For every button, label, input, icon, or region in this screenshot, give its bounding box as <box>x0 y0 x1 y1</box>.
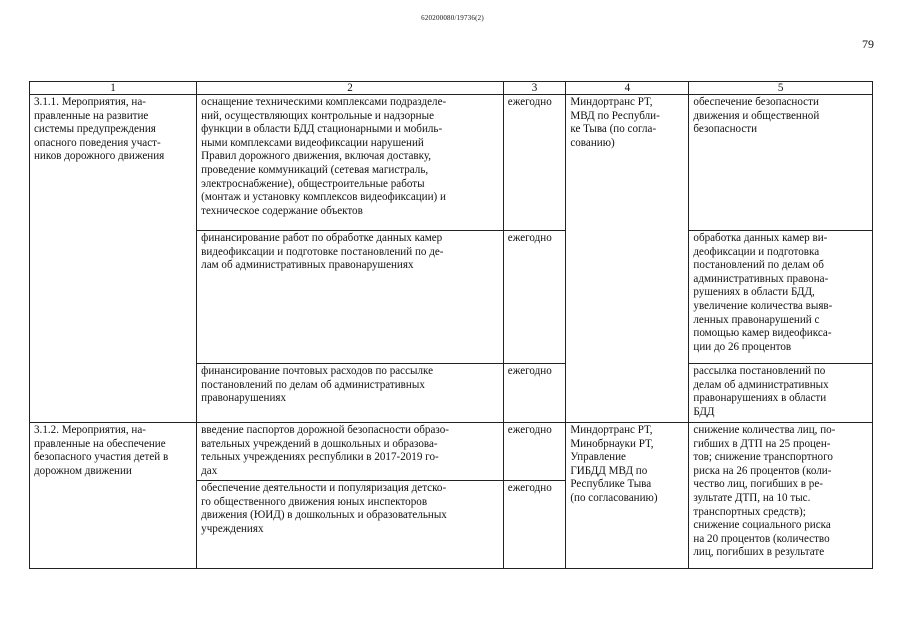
page-number: 79 <box>862 37 874 51</box>
activity-cell: введение паспортов дорожной безопасности образо- вательных учреждений в дошкольных и образова- тельных учреждениях республики в 2017-2019 го- дах <box>197 423 504 481</box>
document-code: 620200080/19736(2) <box>421 14 484 22</box>
column-header-2: 2 <box>197 82 504 95</box>
column-header-5: 5 <box>689 82 873 95</box>
measures-table <box>29 81 873 569</box>
term-cell: ежегодно <box>503 481 566 569</box>
column-header-4: 4 <box>566 82 689 95</box>
result-cell: обработка данных камер ви- деофиксации и подготовка постановлений по делам об административных правона- рушениях в области БДД, увеличение количества выяв- ленных правонарушений с помощью камер видеофикса- ции до 26 процентов <box>689 231 873 364</box>
term-cell: ежегодно <box>503 364 566 423</box>
activity-cell: оснащение техническими комплексами подразделе- ний, осуществляющих контрольные и надзорные функции в области БДД стационарными и мобиль- ными комплексами видеофиксации нарушений Правил дорожного движения, включая доставку, проведение коммуникаций (сетевая магистраль, электроснабжение), общестроительные работы (монтаж и установку комплексов видеофиксации) и техническое содержание объектов <box>197 95 504 231</box>
term-cell: ежегодно <box>503 95 566 231</box>
executor-cell: Миндортранс РТ, Минобрнауки РТ, Управление ГИБДД МВД по Республике Тыва (по согласованию) <box>566 423 689 569</box>
activity-cell: обеспечение деятельности и популяризация детско- го общественного движения юных инспекторов движения (ЮИД) в дошкольных и образовательных учреждениях <box>197 481 504 569</box>
section-title-3-1-2: 3.1.2. Мероприятия, на- правленные на обеспечение безопасного участия детей в дорожном движении <box>30 423 197 569</box>
activity-cell: финансирование почтовых расходов по рассылке постановлений по делам об административных правонарушениях <box>197 364 504 423</box>
section-title-3-1-1: 3.1.1. Мероприятия, на- правленные на развитие системы предупреждения опасного поведения участ- ников дорожного движения <box>30 95 197 423</box>
table-row <box>30 95 873 231</box>
column-header-3: 3 <box>503 82 566 95</box>
column-number-row <box>30 82 873 95</box>
table-row <box>30 423 873 481</box>
result-cell: снижение количества лиц, по- гибших в ДТП на 25 процен- тов; снижение транспортного риска на 26 процентов (коли- чество лиц, погибших в ре- зультате ДТП, на 10 тыс. транспортных средств); снижение социального риска на 20 процентов (количество лиц, погибших в результате <box>689 423 873 569</box>
executor-cell: Миндортранс РТ, МВД по Республи- ке Тыва (по согла- сованию) <box>566 95 689 423</box>
term-cell: ежегодно <box>503 423 566 481</box>
column-header-1: 1 <box>30 82 197 95</box>
result-cell: обеспечение безопасности движения и общественной безопасности <box>689 95 873 231</box>
result-cell: рассылка постановлений по делам об административных правонарушениях в области БДД <box>689 364 873 423</box>
activity-cell: финансирование работ по обработке данных камер видеофиксации и подготовке постановлений по де- лам об административных правонарушениях <box>197 231 504 364</box>
term-cell: ежегодно <box>503 231 566 364</box>
